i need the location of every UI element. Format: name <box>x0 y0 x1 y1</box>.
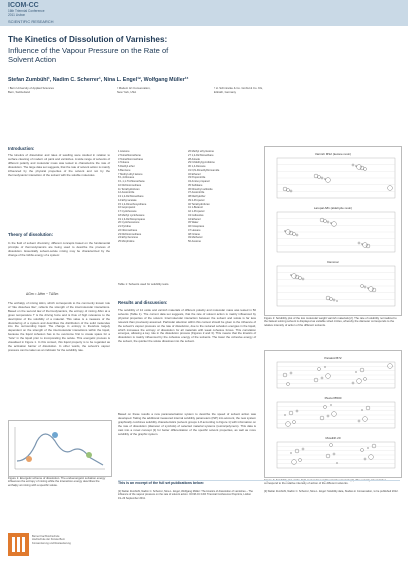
solvent-row: 6 Benzene <box>118 168 131 172</box>
reference-1: [1] Stefan Zumbühl, Nadim C. Scherrer, Nina L. Engel, Wolfgang Müller: The kinetics of dissolution of varnishes – The influence of the vapour pressure on the rate of solvent action. ICOM-CC 16th Triennial Conference Preprints, Lisbon 19–23 September 2011. <box>118 490 253 500</box>
solvent-row: 16 Isopropanol <box>118 206 136 210</box>
solubility-marker <box>293 421 296 424</box>
figure-3-plots <box>264 350 402 478</box>
solubility-marker <box>357 165 362 170</box>
solvent-row: 12 Acetonitrile <box>118 191 135 195</box>
solubility-marker <box>296 234 298 236</box>
solvent-row: 50 Acetone <box>188 240 201 243</box>
solubility-marker <box>361 243 362 244</box>
figure-2-plots <box>264 146 402 316</box>
solubility-marker <box>284 230 285 231</box>
solvent-row: 20 Cyclohexanone <box>118 221 140 225</box>
solvent-row: 13 1,2-Dichloroethane <box>118 195 144 198</box>
solubility-marker <box>290 452 291 453</box>
solvent-row: 37 Acetonitrile <box>188 191 205 195</box>
intro-text: The kinetics of dissolution and rates of swelling were studied in relation to surface cleaning of modern oil paint and varnishes. A wide range of solvents of different polarity and molecular mass was tested to characterize the rate of dissolution. The large data set suggests, that the rate of solvent action is mainly influenced by the physical properties of the solvent and not by the thermodynamic interaction of the solvent with the soluble molecules. <box>8 153 110 177</box>
solubility-marker <box>332 412 337 417</box>
solubility-marker <box>355 165 356 166</box>
affiliation-3: ³ H. Schmincke & Co. GmbH & Co. KG, Erkrath, Germany <box>214 86 263 94</box>
solubility-marker <box>369 455 374 460</box>
solubility-marker <box>367 447 368 448</box>
poster-title: The Kinetics of Dissolution of Varnishes: <box>8 35 168 44</box>
solvent-row: 28 Anisole <box>188 157 200 161</box>
solubility-marker <box>324 366 325 367</box>
solvent-row: 40 Tetrahydrofuran <box>188 202 210 206</box>
university-logo <box>8 533 29 556</box>
solvent-row: 15 1,2-Dimethoxyethane <box>118 202 147 206</box>
solubility-marker <box>367 287 368 288</box>
solubility-marker <box>314 174 318 178</box>
solubility-marker <box>364 168 367 171</box>
solubility-marker <box>289 411 293 415</box>
figure-3-caption: correspond to the relative intensity of action of the different solvents. <box>264 481 349 486</box>
solvent-row: 48 Octane <box>188 232 200 236</box>
solubility-marker <box>360 368 364 372</box>
solubility-marker <box>326 454 330 458</box>
solvent-row: 3 Tetrachloromethane <box>118 157 144 161</box>
solubility-marker <box>290 190 292 192</box>
solvent-row: 42 1-Propanol <box>188 210 205 213</box>
solubility-marker <box>299 277 302 280</box>
header-banner <box>0 0 408 26</box>
panel-title: Laropal A81 (aldehyde resin) <box>313 206 353 210</box>
solubility-marker <box>388 186 393 191</box>
solubility-marker <box>372 444 376 448</box>
solubility-marker <box>360 166 364 170</box>
solvent-row: 18 Methyl cyclohexane <box>118 213 145 217</box>
conference-subtitle: 16th Triennial Conference 2011 Lisbon <box>8 9 45 17</box>
solvent-row: 31 N,N-Dimethylformamide <box>188 168 220 172</box>
solubility-marker <box>361 409 362 410</box>
poster-subtitle: Influence of the Vapour Pressure on the Rate of Solvent Action <box>8 46 169 64</box>
solubility-marker <box>283 187 287 191</box>
solubility-marker <box>324 406 327 409</box>
gibbs-formula: ΔGm = ΔHm − TΔSm <box>26 292 59 296</box>
solvent-row: 9 1,1,1-Trichloroethane <box>118 180 145 183</box>
conference-name: ICOM-CC <box>8 2 39 9</box>
solubility-marker <box>324 178 325 179</box>
solvent-row: 10 Dichloromethane <box>118 183 142 187</box>
solubility-marker <box>332 222 337 227</box>
solubility-marker <box>355 371 356 372</box>
solubility-marker <box>296 410 298 412</box>
solvent-row: 26 Methyl ethyl ketone <box>188 150 214 153</box>
solubility-marker <box>289 231 293 235</box>
solubility-marker <box>388 364 393 369</box>
solvent-row: 45 Water <box>188 221 199 225</box>
solvent-row: 2 Tetrachloroethene <box>118 153 141 157</box>
solubility-marker <box>333 453 335 455</box>
solubility-marker <box>336 300 337 301</box>
solubility-marker <box>314 378 318 382</box>
solvent-row: 34 Amino propanol <box>188 180 210 183</box>
solvent-row: 19 1,3-Dichloropropane <box>118 217 146 221</box>
figure-3-chart <box>265 351 401 477</box>
solubility-marker <box>287 189 290 192</box>
solvent-row: 35 Sulfolane <box>188 183 203 187</box>
solubility-marker <box>363 417 368 422</box>
solvent-row: 30 1,4-Dioxane <box>188 165 206 168</box>
solubility-marker <box>287 383 290 386</box>
affiliation-2: ² Modern Art Conservation, New York, USA <box>117 86 151 94</box>
solubility-marker <box>290 372 292 374</box>
figure-2-chart <box>265 147 401 315</box>
theory-heading: Theory of dissolution: <box>8 232 54 237</box>
affiliation-1: ¹ Bern University of Applied Sciences Bern, Switzerland <box>8 86 54 94</box>
solvent-table-column-2 <box>188 150 256 244</box>
solvent-row: 33 Propionitrile <box>188 176 206 180</box>
table-1-caption: Table 1: Solvents used for solubility tests. <box>118 282 170 286</box>
solvent-row: 38 Diethylether <box>188 195 206 198</box>
solubility-marker <box>295 449 299 453</box>
results-heading: Results and discussion: <box>118 300 168 305</box>
authors: Stefan Zumbühl¹, Nadim C. Scherrer¹, Nina L. Engel¹², Wolfgang Müller¹³ <box>8 77 189 83</box>
solvent-row: 27 1,2-Dichloroethane <box>188 153 214 157</box>
solvent-row: 43 Cellosolve <box>188 213 204 217</box>
theory-text: In the field of solvent chemistry, different concepts based on the fundamental principle of thermodynamics are being used to describe the process of dissolution. Essentially solvent-solute mixing may be characterized by the change of the Gibbs energy of a system: <box>8 241 110 257</box>
panel-title: Paraloid B72 <box>324 356 342 360</box>
solubility-marker <box>361 449 364 452</box>
solubility-marker <box>318 368 321 371</box>
solubility-marker <box>290 274 291 275</box>
results-text: The solubility of 14 oxide and varnish materials of different polarity and molecular mass was tested in 50 solvents (Table 1). The current data set suggests, that the rate of solvent action is mainly influenced by physical properties of the solvent. Intermolecular interaction between the solvent and solute is far less relevant than previously assumed. Particular attention within this context should be given to the influence of the solvent’s vapour pressure on the rate of dissolution, due to the reduced solvation energies in the liquid, which increases the entropy of dissolution for all materials with weak cohesive forces. This correlation emerges, allowing a key role in the dissolution process (Figures 2 and 3). This means that the kinetics of dissolution is mainly influenced by the cohesive energy of the solvents. The lower the cohesive energy of the solvent, the quicker the solute dissolves into the solvent. <box>118 308 256 344</box>
solvent-row: 24 Ethyl benzene <box>118 236 139 240</box>
solvent-row: 46 N-Heptane <box>188 225 205 228</box>
energy-scheme-icon <box>9 421 111 476</box>
panel-title: Dammar <box>327 260 339 264</box>
reference-2: [2] Stefan Zumbühl, Nadim C. Scherrer, Nina L. Engel: Solubility data, Studies in Conservation, to be published 2012. <box>264 490 399 493</box>
panel-title: Varnish MS2 (ketone resin) <box>314 152 352 156</box>
solubility-marker <box>364 286 366 288</box>
solubility-marker <box>358 242 360 244</box>
solvent-row: 7 Methyl ethyl ketone <box>118 172 143 176</box>
solubility-marker <box>372 288 376 292</box>
solubility-marker <box>369 287 374 292</box>
solubility-marker <box>292 274 297 279</box>
solvent-row: 11 Tetrahydrofuran <box>118 187 140 191</box>
solvent-row: 29 N-Methylpyrrolidone <box>188 161 215 165</box>
solubility-marker <box>299 459 302 462</box>
solvent-table-column-1 <box>118 150 186 244</box>
solvent-row: 1 Acetone <box>118 150 130 153</box>
solvent-row: 36 Dimethyl sulfoxide <box>188 187 213 191</box>
solvent-row: 22 Nitromethane <box>118 228 138 232</box>
solubility-marker <box>286 422 291 427</box>
solubility-marker <box>336 462 337 463</box>
solvent-row: 8 1,4-Dioxane <box>118 176 135 180</box>
solubility-marker <box>326 374 331 379</box>
solvent-table <box>118 150 256 278</box>
solubility-marker <box>302 278 304 280</box>
solubility-marker <box>330 444 333 447</box>
panel-title: Mowilith 20 <box>325 436 341 440</box>
working-group: SCIENTIFIC RESEARCH <box>8 19 54 24</box>
figure-1-caption: Figure 1: Energetic scheme of dissolution. The endoenergetic solvation energy influences the entropy of mixing while the interaction energy describes the enthalpy at mixing with a specific solute. <box>8 476 106 487</box>
solubility-marker <box>302 448 304 450</box>
solvent-row: 41 1-Butanol <box>188 206 203 210</box>
solubility-marker <box>321 377 323 379</box>
solubility-marker <box>352 164 354 166</box>
solvent-row: 4 Toluene <box>118 161 130 165</box>
solvent-row: 25 Morpholine <box>118 240 135 243</box>
solvent-row: 23 Dichloromethane <box>118 232 142 236</box>
results-text-2: Based on these results a new parameterisation system to describe the speed of solvent action was developed. Taking the additional measured internal solubility parameters (ISP) into account, the new system graphically combines solubility characteristics (solvent groups 1-8 according to Figure 1) with information on the rate of dissolution (diameter of symbols) of selected material systems (resins/polymers). This data is cast into a novel concept [1] for better differentiation of the specific solvent properties, as well as more solubility of the graphic system. <box>118 412 256 436</box>
solvent-row: 5 Diethyl ether <box>118 165 135 168</box>
solvent-row: 32 Ethanol <box>188 172 201 176</box>
solubility-marker <box>363 243 368 248</box>
figure-1-diagram <box>8 420 112 477</box>
figure-2-caption: Figure 2: Solubility plot of the low molecular weight varnish materials [2]. The rate of solubility normalized to the fastest solving solvent is displayed as variable sized circles, whereby the diameter corresponds to the relative intensity of action of the different solvents. <box>264 316 397 327</box>
bfh-logo-icon <box>8 533 29 556</box>
solubility-marker <box>326 178 331 183</box>
solubility-marker <box>330 404 331 405</box>
solubility-marker <box>324 220 327 223</box>
solvent-row: 21 Pyridine <box>118 225 131 228</box>
solubility-marker <box>358 420 360 422</box>
intro-heading: Introduction: <box>8 146 35 151</box>
solvent-row: 14 Ethyl acetate <box>118 198 137 202</box>
solubility-marker <box>366 406 370 410</box>
solubility-marker <box>364 458 366 460</box>
university-name: Berner Fachhochschule Hochschule der Künste Bern Konservierung und Restaurierung <box>32 535 71 545</box>
solubility-marker <box>364 378 367 381</box>
solubility-marker <box>293 233 296 236</box>
solubility-marker <box>327 221 329 223</box>
solvent-row: 39 2-Propanol <box>188 198 205 202</box>
solvent-row: 17 Cyclohexane <box>118 210 137 213</box>
theory-text-2: The enthalpy of mixing ΔHm, which corresponds to the commonly known rule of “like dissolves like”, reflects the strength of the intermolecular interactions. Based on the second law of thermodynamics, the entropy of mixing ΔSm at a given temperature T is the driving force and is thus of high relevance to the description of the solubility of a material. This value is a measure of the disordering of a system and describes the distribution of the solid molecules into the surrounding liquid. The change in entropy is therefore largely dependent on the strength of the intermolecular interactions within the liquid, because the liquid cohesion has to be overcome first to create space for a “hole” in the liquid prior to incorporating the solute. This energetic process is visualised in Figure 1. In this context, this liquid property is to be regarded as the activation barrier of dissolution. In other words, the solvent’s vapour pressure can be taken as an indicator for the solubility rate. <box>8 301 110 352</box>
solubility-marker <box>330 222 331 223</box>
solvent-row: 47 Hexane <box>188 228 201 232</box>
footer-note: This is an excerpt of the full set publications below: <box>118 481 204 485</box>
solubility-marker <box>295 275 299 279</box>
solubility-marker <box>327 415 329 417</box>
panel-title: Plextol B500 <box>324 396 342 400</box>
solvent-row: 44 Ethanol <box>188 217 201 221</box>
solvent-row: 49 Methanol <box>188 236 203 240</box>
solubility-marker <box>366 244 370 248</box>
solubility-marker <box>330 298 333 301</box>
